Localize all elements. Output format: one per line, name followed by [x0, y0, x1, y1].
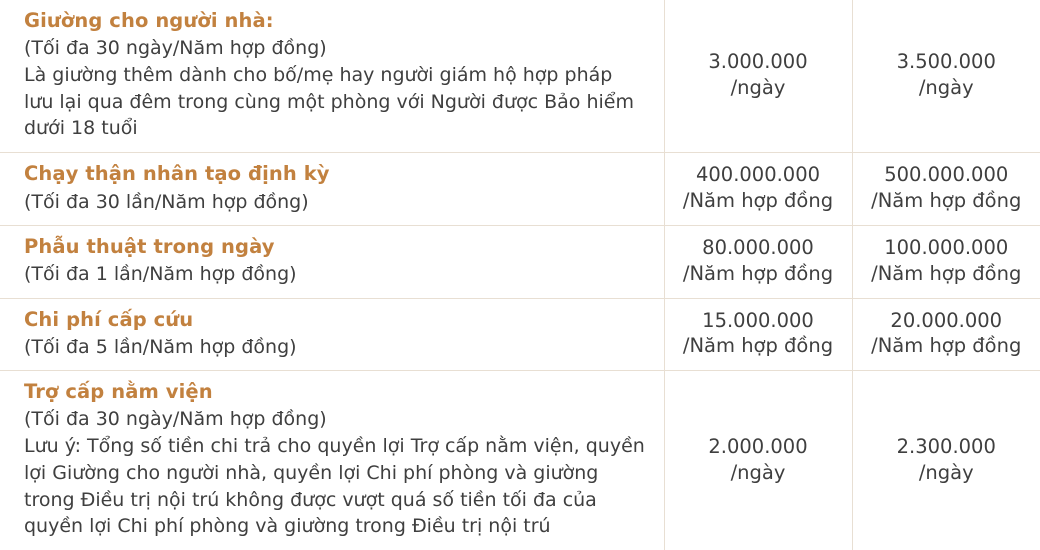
- benefit-unit: /ngày: [730, 460, 786, 484]
- benefit-unit: /ngày: [918, 76, 974, 100]
- benefit-amount: 3.000.000: [708, 50, 808, 74]
- benefit-unit: /ngày: [730, 76, 786, 100]
- benefit-limit: (Tối đa 30 ngày/Năm hợp đồng): [24, 408, 327, 431]
- benefit-amount: 80.000.000: [702, 236, 814, 259]
- benefit-note: Là giường thêm dành cho bố/mẹ hay người giám hộ hợp pháp lưu lại qua đêm trong cùng một phòng với Người được Bảo hiểm dưới 18 tuổi: [24, 63, 634, 140]
- benefit-unit: /Năm hợp đồng: [682, 189, 834, 213]
- benefit-description-cell: [0, 298, 664, 371]
- table-row: [0, 371, 1040, 550]
- benefit-value-plan1: [664, 153, 852, 226]
- benefit-title: Chạy thận nhân tạo định kỳ: [24, 162, 330, 186]
- benefit-amount: 100.000.000: [884, 236, 1009, 259]
- benefit-description-cell: [0, 0, 664, 153]
- benefit-value-plan2: [852, 225, 1040, 298]
- benefit-description-cell: [0, 153, 664, 226]
- table-row: [0, 153, 1040, 226]
- benefit-unit: /Năm hợp đồng: [682, 334, 834, 358]
- benefit-amount: 500.000.000: [884, 163, 1009, 187]
- benefit-amount: 2.300.000: [896, 435, 996, 458]
- benefit-value-plan2: [852, 0, 1040, 153]
- table-row: [0, 225, 1040, 298]
- benefit-description-cell: [0, 371, 664, 550]
- benefit-value-plan1: [664, 225, 852, 298]
- benefit-value-plan1: [664, 298, 852, 371]
- benefit-value-plan1: [664, 371, 852, 550]
- benefit-amount: 20.000.000: [890, 308, 1003, 332]
- benefit-title: Trợ cấp nằm viện: [24, 380, 213, 404]
- benefit-limit: (Tối đa 30 ngày/Năm hợp đồng): [24, 37, 327, 60]
- benefit-limit: (Tối đa 1 lần/Năm hợp đồng): [24, 263, 297, 286]
- benefit-note: Lưu ý: Tổng số tiền chi trả cho quyền lợi Trợ cấp nằm viện, quyền lợi Giường cho người nhà, quyền lợi Chi phí phòng và giường trong Điều trị nội trú không được vượt quá số tiền tối đa của quyền lợi Chi phí phòng và giường trong Điều trị nội trú: [24, 434, 645, 538]
- table-row: [0, 298, 1040, 371]
- benefit-limit: (Tối đa 5 lần/Năm hợp đồng): [24, 335, 297, 358]
- benefit-unit: /Năm hợp đồng: [682, 261, 834, 285]
- benefit-title: Giường cho người nhà:: [24, 9, 274, 32]
- benefit-amount: 3.500.000: [896, 50, 996, 74]
- benefit-amount: 15.000.000: [702, 308, 814, 332]
- benefit-value-plan2: [852, 371, 1040, 550]
- benefit-unit: /Năm hợp đồng: [871, 261, 1022, 285]
- benefit-value-plan2: [852, 298, 1040, 371]
- table-row: [0, 0, 1040, 153]
- benefit-amount: 400.000.000: [695, 163, 821, 187]
- benefit-title: Chi phí cấp cứu: [24, 307, 194, 331]
- benefit-amount: 2.000.000: [708, 435, 808, 458]
- benefit-value-plan2: [852, 153, 1040, 226]
- benefit-unit: /ngày: [918, 460, 974, 484]
- benefit-unit: /Năm hợp đồng: [871, 189, 1022, 213]
- benefit-value-plan1: [664, 0, 852, 153]
- benefit-title: Phẫu thuật trong ngày: [24, 234, 275, 258]
- benefit-unit: /Năm hợp đồng: [871, 334, 1022, 358]
- benefit-limit: (Tối đa 30 lần/Năm hợp đồng): [24, 190, 309, 213]
- benefit-description-cell: [0, 225, 664, 298]
